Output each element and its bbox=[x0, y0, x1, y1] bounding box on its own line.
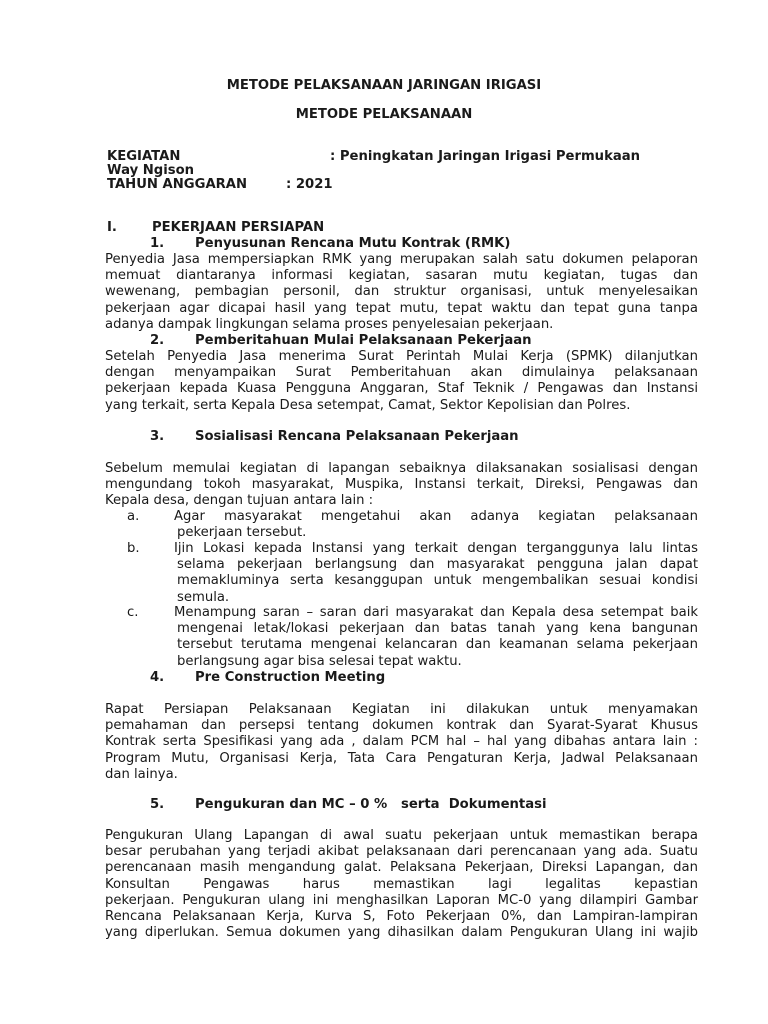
kegiatan-value: : Peningkatan Jaringan Irigasi Permukaan bbox=[330, 149, 641, 164]
list-line: Menampung saran – saran dari masyarakat dan Kepala desa setempat baik bbox=[174, 605, 698, 620]
paragraph-line: wewenang, pembagian personil, dan struktur organisasi, untuk menyelesaikan bbox=[105, 284, 698, 300]
paragraph-line: adanya dampak lingkungan selama proses penyelesaian pekerjaan. bbox=[105, 316, 554, 332]
paragraph-line: Kepala desa, dengan tujuan antara lain : bbox=[105, 493, 374, 509]
paragraph-line: Kontrak serta Spesifikasi yang ada , dalam PCM hal – hal yang dibahas antara lain : bbox=[105, 734, 698, 750]
paragraph-line: Sebelum memulai kegiatan di lapangan sebaiknya dilaksanakan sosialisasi dengan bbox=[105, 461, 698, 476]
subsection-2-paragraph bbox=[105, 349, 698, 414]
list-line: pekerjaan tersebut. bbox=[177, 525, 307, 541]
paragraph-line: Setelah Penyedia Jasa menerima Surat Perintah Mulai Kerja (SPMK) dilanjutkan bbox=[105, 349, 698, 364]
list-letter: b. bbox=[127, 541, 140, 556]
subsection-title: Pre Construction Meeting bbox=[195, 670, 386, 685]
subsection-title: Pemberitahuan Mulai Pelaksanaan Pekerjaan bbox=[195, 333, 532, 348]
list-letter: a. bbox=[127, 509, 140, 524]
tahun-label: TAHUN ANGGARAN bbox=[107, 177, 248, 192]
subsection-number: 4. bbox=[150, 670, 165, 685]
paragraph-line: yang terkait, serta Kepala Desa setempat, Camat, Sektor Kepolisian dan Polres. bbox=[105, 397, 631, 413]
subsection-5-paragraph bbox=[105, 828, 698, 941]
list-line: semula. bbox=[177, 589, 230, 605]
paragraph-line: Rencana Pelaksanaan Kerja, Kurva S, Foto Pekerjaan 0%, dan Lampiran-lampiran bbox=[105, 908, 698, 924]
list-line: Ijin Lokasi kepada Instansi yang terkait dengan terganggunya lalu lintas bbox=[174, 541, 698, 556]
tahun-value: : 2021 bbox=[286, 177, 333, 192]
paragraph-line: pekerjaan. Pengukuran ulang ini menghasilkan Laporan MC-0 yang dilampiri Gambar bbox=[105, 892, 698, 908]
paragraph-line: pekerjaan kepada Kuasa Pengguna Anggaran, Staf Teknik / Pengawas dan Instansi bbox=[105, 381, 698, 397]
paragraph-line: dan lainya. bbox=[105, 766, 178, 782]
paragraph-line: Program Mutu, Organisasi Kerja, Tata Cara Pengaturan Kerja, Jadwal Pelaksanaan bbox=[105, 750, 698, 766]
subsection-4-paragraph bbox=[105, 702, 698, 783]
paragraph-line: besar perubahan yang terjadi akibat pelaksanaan dari perencanaan yang ada. Suatu bbox=[105, 844, 698, 860]
subsection-title: Pengukuran dan MC – 0 % serta Dokumentasi bbox=[195, 797, 547, 812]
list-line: Agar masyarakat mengetahui akan adanya kegiatan pelaksanaan bbox=[174, 509, 698, 524]
paragraph-line: perencanaan masih mengandung galat. Pelaksana Pekerjaan, Direksi Lapangan, dan bbox=[105, 860, 698, 876]
subsection-title: Penyusunan Rencana Mutu Kontrak (RMK) bbox=[195, 236, 511, 251]
paragraph-line: memuat diantaranya informasi kegiatan, sasaran mutu kegiatan, tugas dan bbox=[105, 268, 698, 284]
kegiatan-continuation: Way Ngison bbox=[107, 163, 195, 178]
list-line: selama pekerjaan berlangsung dan masyarakat pengguna jalan dapat bbox=[177, 557, 698, 573]
paragraph-line: Rapat Persiapan Pelaksanaan Kegiatan ini dilakukan untuk menyamakan bbox=[105, 702, 698, 717]
list-line: tersebut terutama mengenai kelancaran dan keamanan selama pekerjaan bbox=[177, 637, 698, 653]
list-line: memakluminya serta kesanggupan untuk mengembalikan sesuai kondisi bbox=[177, 573, 698, 589]
paragraph-line: Penyedia Jasa mempersiapkan RMK yang merupakan salah satu dokumen pelaporan bbox=[105, 252, 698, 267]
subsection-title: Sosialisasi Rencana Pelaksanaan Pekerjaan bbox=[195, 429, 519, 444]
document-title: METODE PELAKSANAAN JARINGAN IRIGASI bbox=[226, 78, 542, 93]
section-number: I. bbox=[107, 220, 117, 235]
paragraph-line: dengan menyampaikan Surat Pemberitahuan akan dimulainya pelaksanaan bbox=[105, 365, 698, 381]
paragraph-line: Pengukuran Ulang Lapangan di awal suatu pekerjaan untuk memastikan berapa bbox=[105, 828, 698, 843]
list-letter: c. bbox=[127, 605, 139, 620]
paragraph-line: mengundang tokoh masyarakat, Muspika, Instansi terkait, Direksi, Pengawas dan bbox=[105, 477, 698, 493]
paragraph-line: pemahaman dan persepsi tentang dokumen kontrak dan Syarat-Syarat Khusus bbox=[105, 718, 698, 734]
list-line: mengenai letak/lokasi pekerjaan dan batas tanah yang kena bangunan bbox=[177, 621, 698, 637]
subsection-number: 1. bbox=[150, 236, 165, 251]
list-line: berlangsung agar bisa selesai tepat waktu. bbox=[177, 653, 462, 669]
paragraph-line: pekerjaan agar dicapai hasil yang tepat mutu, tepat waktu dan tepat guna tanpa bbox=[105, 300, 698, 316]
subsection-1-paragraph bbox=[105, 252, 698, 333]
paragraph-line: Konsultan Pengawas harus memastikan lagi legalitas kepastian bbox=[105, 876, 698, 892]
subsection-number: 3. bbox=[150, 429, 165, 444]
kegiatan-label: KEGIATAN bbox=[107, 149, 181, 164]
subsection-3-paragraph bbox=[105, 461, 698, 510]
subsection-number: 2. bbox=[150, 333, 165, 348]
paragraph-line: yang diperlukan. Semua dokumen yang dihasilkan dalam Pengukuran Ulang ini wajib bbox=[105, 925, 698, 941]
document-subtitle: METODE PELAKSANAAN bbox=[295, 107, 473, 122]
section-title: PEKERJAAN PERSIAPAN bbox=[152, 220, 325, 235]
subsection-number: 5. bbox=[150, 797, 165, 812]
